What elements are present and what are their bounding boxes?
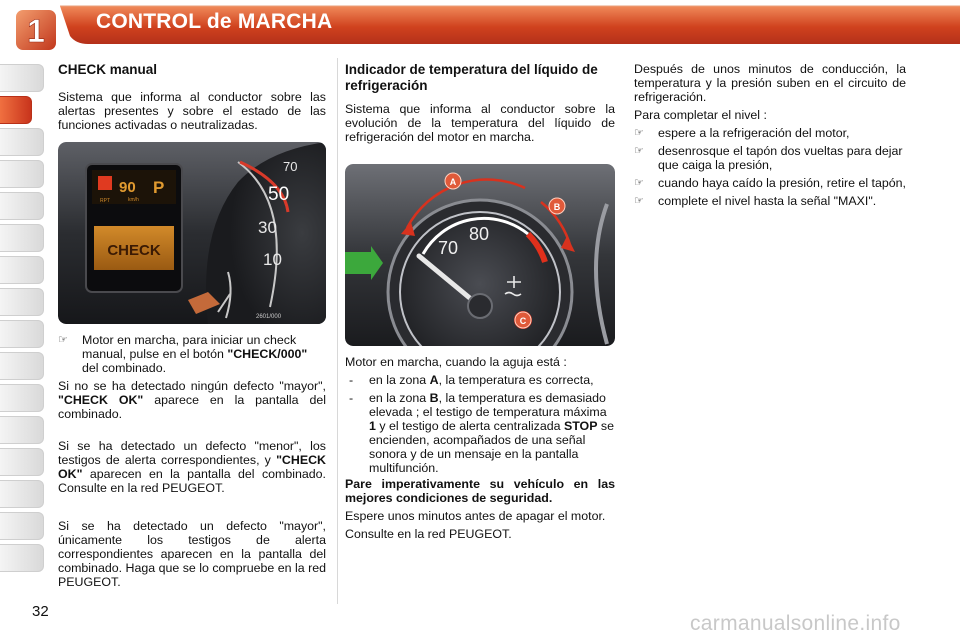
middle-column-lower <box>345 355 615 541</box>
chapter-number-badge <box>14 8 58 52</box>
chapter-tab[interactable] <box>0 416 44 444</box>
chapter-tab[interactable] <box>0 544 44 572</box>
pointing-hand-icon: ☞ <box>634 145 644 157</box>
zone-marker-a: A <box>449 177 457 187</box>
chapter-tab[interactable] <box>0 352 44 380</box>
watermark: carmanualsonline.info <box>690 612 901 635</box>
scale-label: 30 <box>258 218 277 237</box>
check-instruction-item: ☞ Motor en marcha, para iniciar un check manual, pulse en el botón "CHECK/000" del combinado. <box>58 333 308 375</box>
chapter-number: 1 <box>27 13 45 49</box>
refill-step: ☞ espere a la refrigeración del motor, <box>634 126 850 140</box>
pointing-hand-icon: ☞ <box>634 177 644 189</box>
gauge-label: 70 <box>438 238 459 258</box>
display-small-label: RPT <box>100 198 110 204</box>
left-column <box>58 62 326 132</box>
left-column-lower <box>58 333 326 589</box>
minor-defect-paragraph: Si se ha detectado un defecto "menor", los testigos de alerta correspondientes, y "CHECK OK" aparecen en la pantalla del combinado. Consulte en la red PEUGEOT. <box>58 439 326 495</box>
zone-b-item: - en la zona B, la temperatura es demasiado elevada ; el testigo de temperatura máxima 1 y el testigo de alerta centralizada STOP se encienden, acompañados de una señal sonora y de un mensaje en la pantalla multifunción. <box>349 391 614 475</box>
refill-step: ☞ cuando haya caído la presión, retire el tapón, <box>634 176 906 190</box>
pointing-hand-icon: ☞ <box>58 334 68 346</box>
middle-column <box>345 62 615 144</box>
scale-label: 70 <box>283 159 298 174</box>
column-divider <box>337 58 338 604</box>
check-intro: Sistema que informa al conductor sobre las alertas presentes y sobre el estado de las funciones activadas o neutralizadas. <box>58 90 326 132</box>
display-small-label: km/h <box>128 197 139 203</box>
gauge-label: 80 <box>469 224 490 244</box>
chapter-tab[interactable] <box>0 256 44 284</box>
refill-step: ☞ desenrosque el tapón dos vueltas para dejar que caiga la presión, <box>634 144 903 172</box>
major-defect-paragraph: Si se ha detectado un defecto "mayor", únicamente los testigos de alerta correspondientes aparecen en la pantalla del combinado. Haga que se lo compruebe en la red PEUGEOT. <box>58 519 326 589</box>
chapter-tab[interactable] <box>0 224 44 252</box>
temperature-gauge-image <box>345 164 615 346</box>
wait-paragraph: Espere unos minutos antes de apagar el motor. <box>345 509 606 523</box>
display-gear: P <box>153 178 165 197</box>
chapter-tab[interactable] <box>0 448 44 476</box>
section-heading-temperature: Indicador de temperatura del líquido de refrigeración <box>345 62 598 93</box>
display-speed: 90 <box>119 179 136 196</box>
section-heading-check: CHECK manual <box>58 62 158 77</box>
temperature-intro: Sistema que informa al conductor sobre la evolución de la temperatura del líquido de refrigeración del motor en marcha. <box>345 102 615 144</box>
zone-marker-b: B <box>553 202 561 212</box>
chapter-tab[interactable] <box>0 480 44 508</box>
right-column <box>634 62 906 208</box>
chapter-tab[interactable] <box>0 288 44 316</box>
chapter-tab-active[interactable] <box>0 96 32 124</box>
chapter-tab[interactable] <box>0 320 44 348</box>
pressure-intro: Después de unos minutos de conducción, la temperatura y la presión suben en el circuito de refrigeración. <box>634 62 906 104</box>
page-number: 32 <box>32 603 49 620</box>
button-code-label: 2601/000 <box>256 314 282 320</box>
display-check-text: CHECK <box>107 242 161 259</box>
turn-signal-icon <box>345 252 371 274</box>
consult-paragraph: Consulte en la red PEUGEOT. <box>345 527 512 541</box>
chapter-tab[interactable] <box>0 64 44 92</box>
pointing-hand-icon: ☞ <box>634 127 644 139</box>
page-title: CONTROL de MARCHA <box>96 10 333 33</box>
refill-step: ☞ complete el nivel hasta la señal "MAXI". <box>634 194 877 208</box>
needle-lead: Motor en marcha, cuando la aguja está : <box>345 355 567 369</box>
warning-light-icon <box>98 176 112 190</box>
check-ok-paragraph: Si no se ha detectado ningún defecto "mayor", "CHECK OK" aparece en la pantalla del combinado. <box>58 379 326 421</box>
chapter-tab[interactable] <box>0 512 44 540</box>
refill-lead: Para completar el nivel : <box>634 108 767 122</box>
zone-a-item: - en la zona A, la temperatura es correcta, <box>349 373 594 387</box>
check-display-image <box>58 142 326 324</box>
chapter-tab[interactable] <box>0 192 44 220</box>
stop-warning: Pare imperativamente su vehículo en las mejores condiciones de seguridad. <box>345 477 615 505</box>
scale-label: 50 <box>268 184 290 205</box>
chapter-tab[interactable] <box>0 160 44 188</box>
chapter-tab[interactable] <box>0 128 44 156</box>
scale-label: 10 <box>263 250 282 269</box>
chapter-tab[interactable] <box>0 384 44 412</box>
zone-marker-c: C <box>519 316 527 326</box>
pointing-hand-icon: ☞ <box>634 195 644 207</box>
